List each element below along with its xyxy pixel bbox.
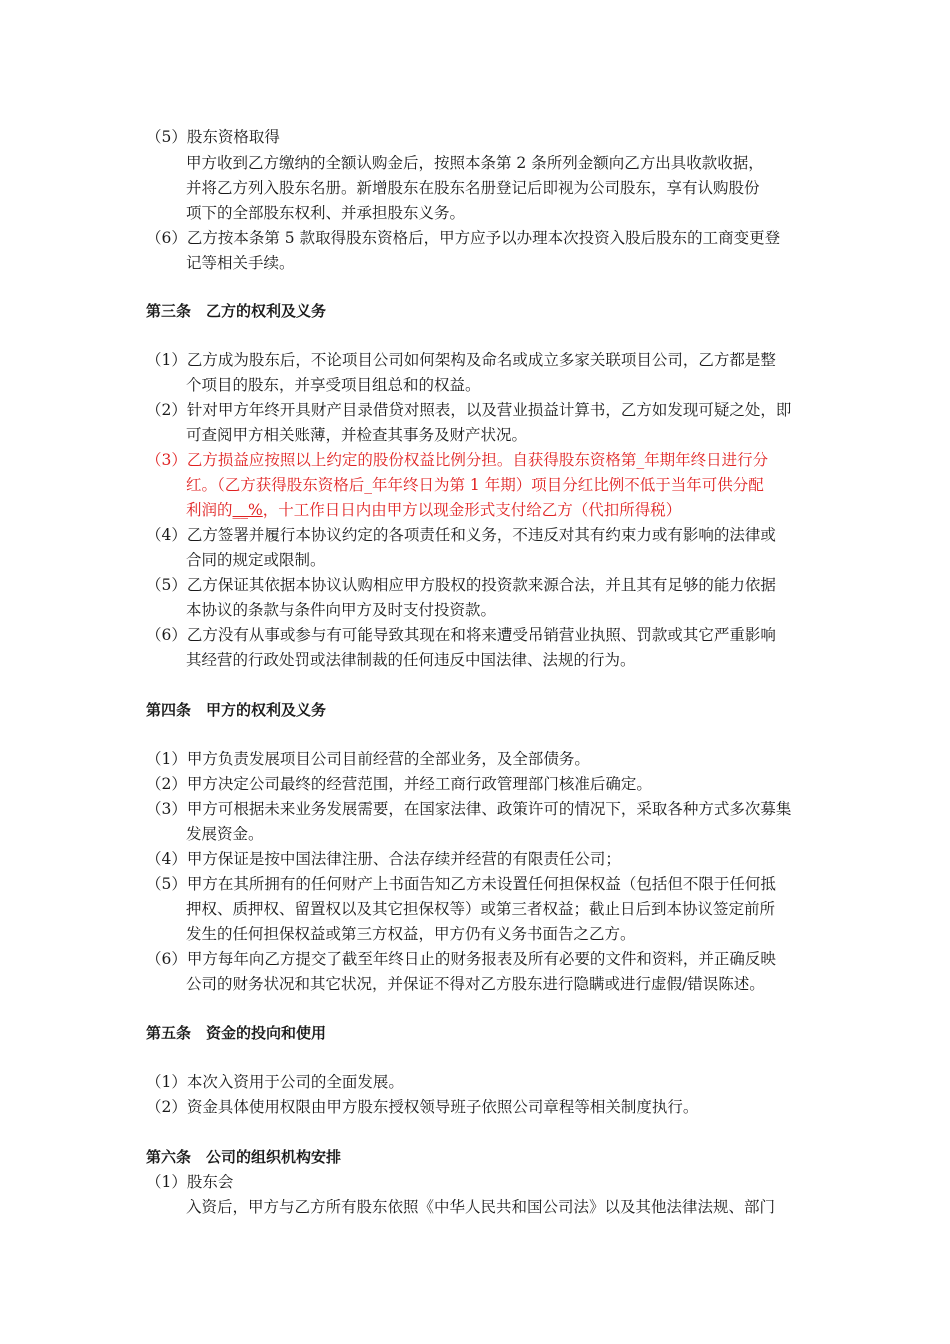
- clause-5-item-2: （2）资金具体使用权限由甲方股东授权领导班子依照公司章程等相关制度执行。: [146, 1098, 699, 1116]
- clause-4-heading: 第四条 甲方的权利及义务: [146, 701, 327, 719]
- clause-3-item-5: （5）乙方保证其依据本协议认购相应甲方股权的投资款来源合法，并且其有足够的能力依据: [146, 576, 776, 594]
- clause-3-item-2: （2）针对甲方年终开具财产目录借贷对照表，以及营业损益计算书，乙方如发现可疑之处，即: [146, 401, 792, 419]
- clause-3-item-4: （4）乙方签署并履行本协议约定的各项责任和义务，不违反对其有约束力或有影响的法律或: [146, 526, 776, 544]
- profit-share-label: 利润的: [186, 501, 233, 519]
- clause-3-item-6: 其经营的行政处罚或法律制裁的任何违反中国法律、法规的行为。: [186, 651, 636, 669]
- clause-4-item-5: 发生的任何担保权益或第三方权益，甲方仍有义务书面告之乙方。: [186, 925, 636, 943]
- clause-5-heading: 第五条 资金的投向和使用: [146, 1024, 327, 1042]
- clause-4-item-6: （6）甲方每年向乙方提交了截至年终日止的财务报表及所有必要的文件和资料，并正确反映: [146, 950, 776, 968]
- clause-3-item-4: 合同的规定或限制。: [186, 551, 326, 569]
- clause-4-item-5: 押权、质押权、留置权以及其它担保权等）或第三者权益；截止日后到本协议签定前所: [186, 900, 776, 918]
- clause-3-item-2: 可查阅甲方相关账薄，并检查其事务及财产状况。: [186, 426, 528, 444]
- clause-2-item-5-text: 项下的全部股东权利、并承担股东义务。: [186, 204, 466, 222]
- clause-4-item-3: （3）甲方可根据未来业务发展需要，在国家法律、政策许可的情况下，采取各种方式多次募集: [146, 800, 792, 818]
- clause-2-item-6: 记等相关手续。: [186, 254, 295, 272]
- clause-3-item-1: （1）乙方成为股东后，不论项目公司如何架构及命名或成立多家关联项目公司，乙方都是整: [146, 351, 776, 369]
- clause-4-item-4: （4）甲方保证是按中国法律注册、合法存续并经营的有限责任公司；: [146, 850, 621, 868]
- clause-6-item-1-title: （1）股东会: [146, 1173, 234, 1191]
- clause-4-item-3: 发展资金。: [186, 825, 264, 843]
- clause-2-item-6: （6）乙方按本条第 5 款取得股东资格后，甲方应予以办理本次投资入股后股东的工商变更登: [146, 229, 781, 247]
- clause-3-item-3: [186, 499, 681, 521]
- clause-3-item-1: 个项目的股东，并享受项目组总和的权益。: [186, 376, 481, 394]
- clause-4-item-1: （1）甲方负责发展项目公司目前经营的全部业务，及全部债务。: [146, 750, 590, 768]
- profit-share-terms: ，十工作日日内由甲方以现金形式支付给乙方（代扣所得税）: [262, 501, 682, 519]
- clause-3-item-3: 红。（乙方获得股东资格后_年年终日为第 1 年期）项目分红比例不低于当年可供分配: [186, 476, 764, 494]
- clause-3-item-3: （3）乙方损益应按照以上约定的股份权益比例分担。自获得股东资格第_年期年终日进行分: [146, 451, 769, 469]
- clause-3-item-6: （6）乙方没有从事或参与有可能导致其现在和将来遭受吊销营业执照、罚款或其它严重影响: [146, 626, 776, 644]
- clause-4-item-5: （5）甲方在其所拥有的任何财产上书面告知乙方未设置任何担保权益（包括但不限于任何抵: [146, 875, 776, 893]
- clause-3-heading: 第三条 乙方的权利及义务: [146, 302, 327, 320]
- clause-4-item-6: 公司的财务状况和其它状况，并保证不得对乙方股东进行隐瞒或进行虚假/错误陈述。: [186, 975, 765, 993]
- clause-4-item-2: （2）甲方决定公司最终的经营范围，并经工商行政管理部门核准后确定。: [146, 775, 652, 793]
- clause-2-item-5-text: 甲方收到乙方缴纳的全额认购金后，按照本条第 2 条所列金额向乙方出具收款收据，: [186, 154, 764, 172]
- clause-2-item-5-title: （5）股东资格取得: [146, 128, 280, 146]
- clause-6-item-1-text: 入资后，甲方与乙方所有股东依照《中华人民共和国公司法》以及其他法律法规、部门: [186, 1198, 776, 1216]
- clause-5-item-1: （1）本次入资用于公司的全面发展。: [146, 1073, 404, 1091]
- profit-share-percent-blank: __%: [232, 501, 263, 519]
- clause-3-item-5: 本协议的条款与条件向甲方及时支付投资款。: [186, 601, 497, 619]
- clause-6-heading: 第六条 公司的组织机构安排: [146, 1148, 342, 1166]
- clause-2-item-5-text: 并将乙方列入股东名册。新增股东在股东名册登记后即视为公司股东，享有认购股份: [186, 179, 760, 197]
